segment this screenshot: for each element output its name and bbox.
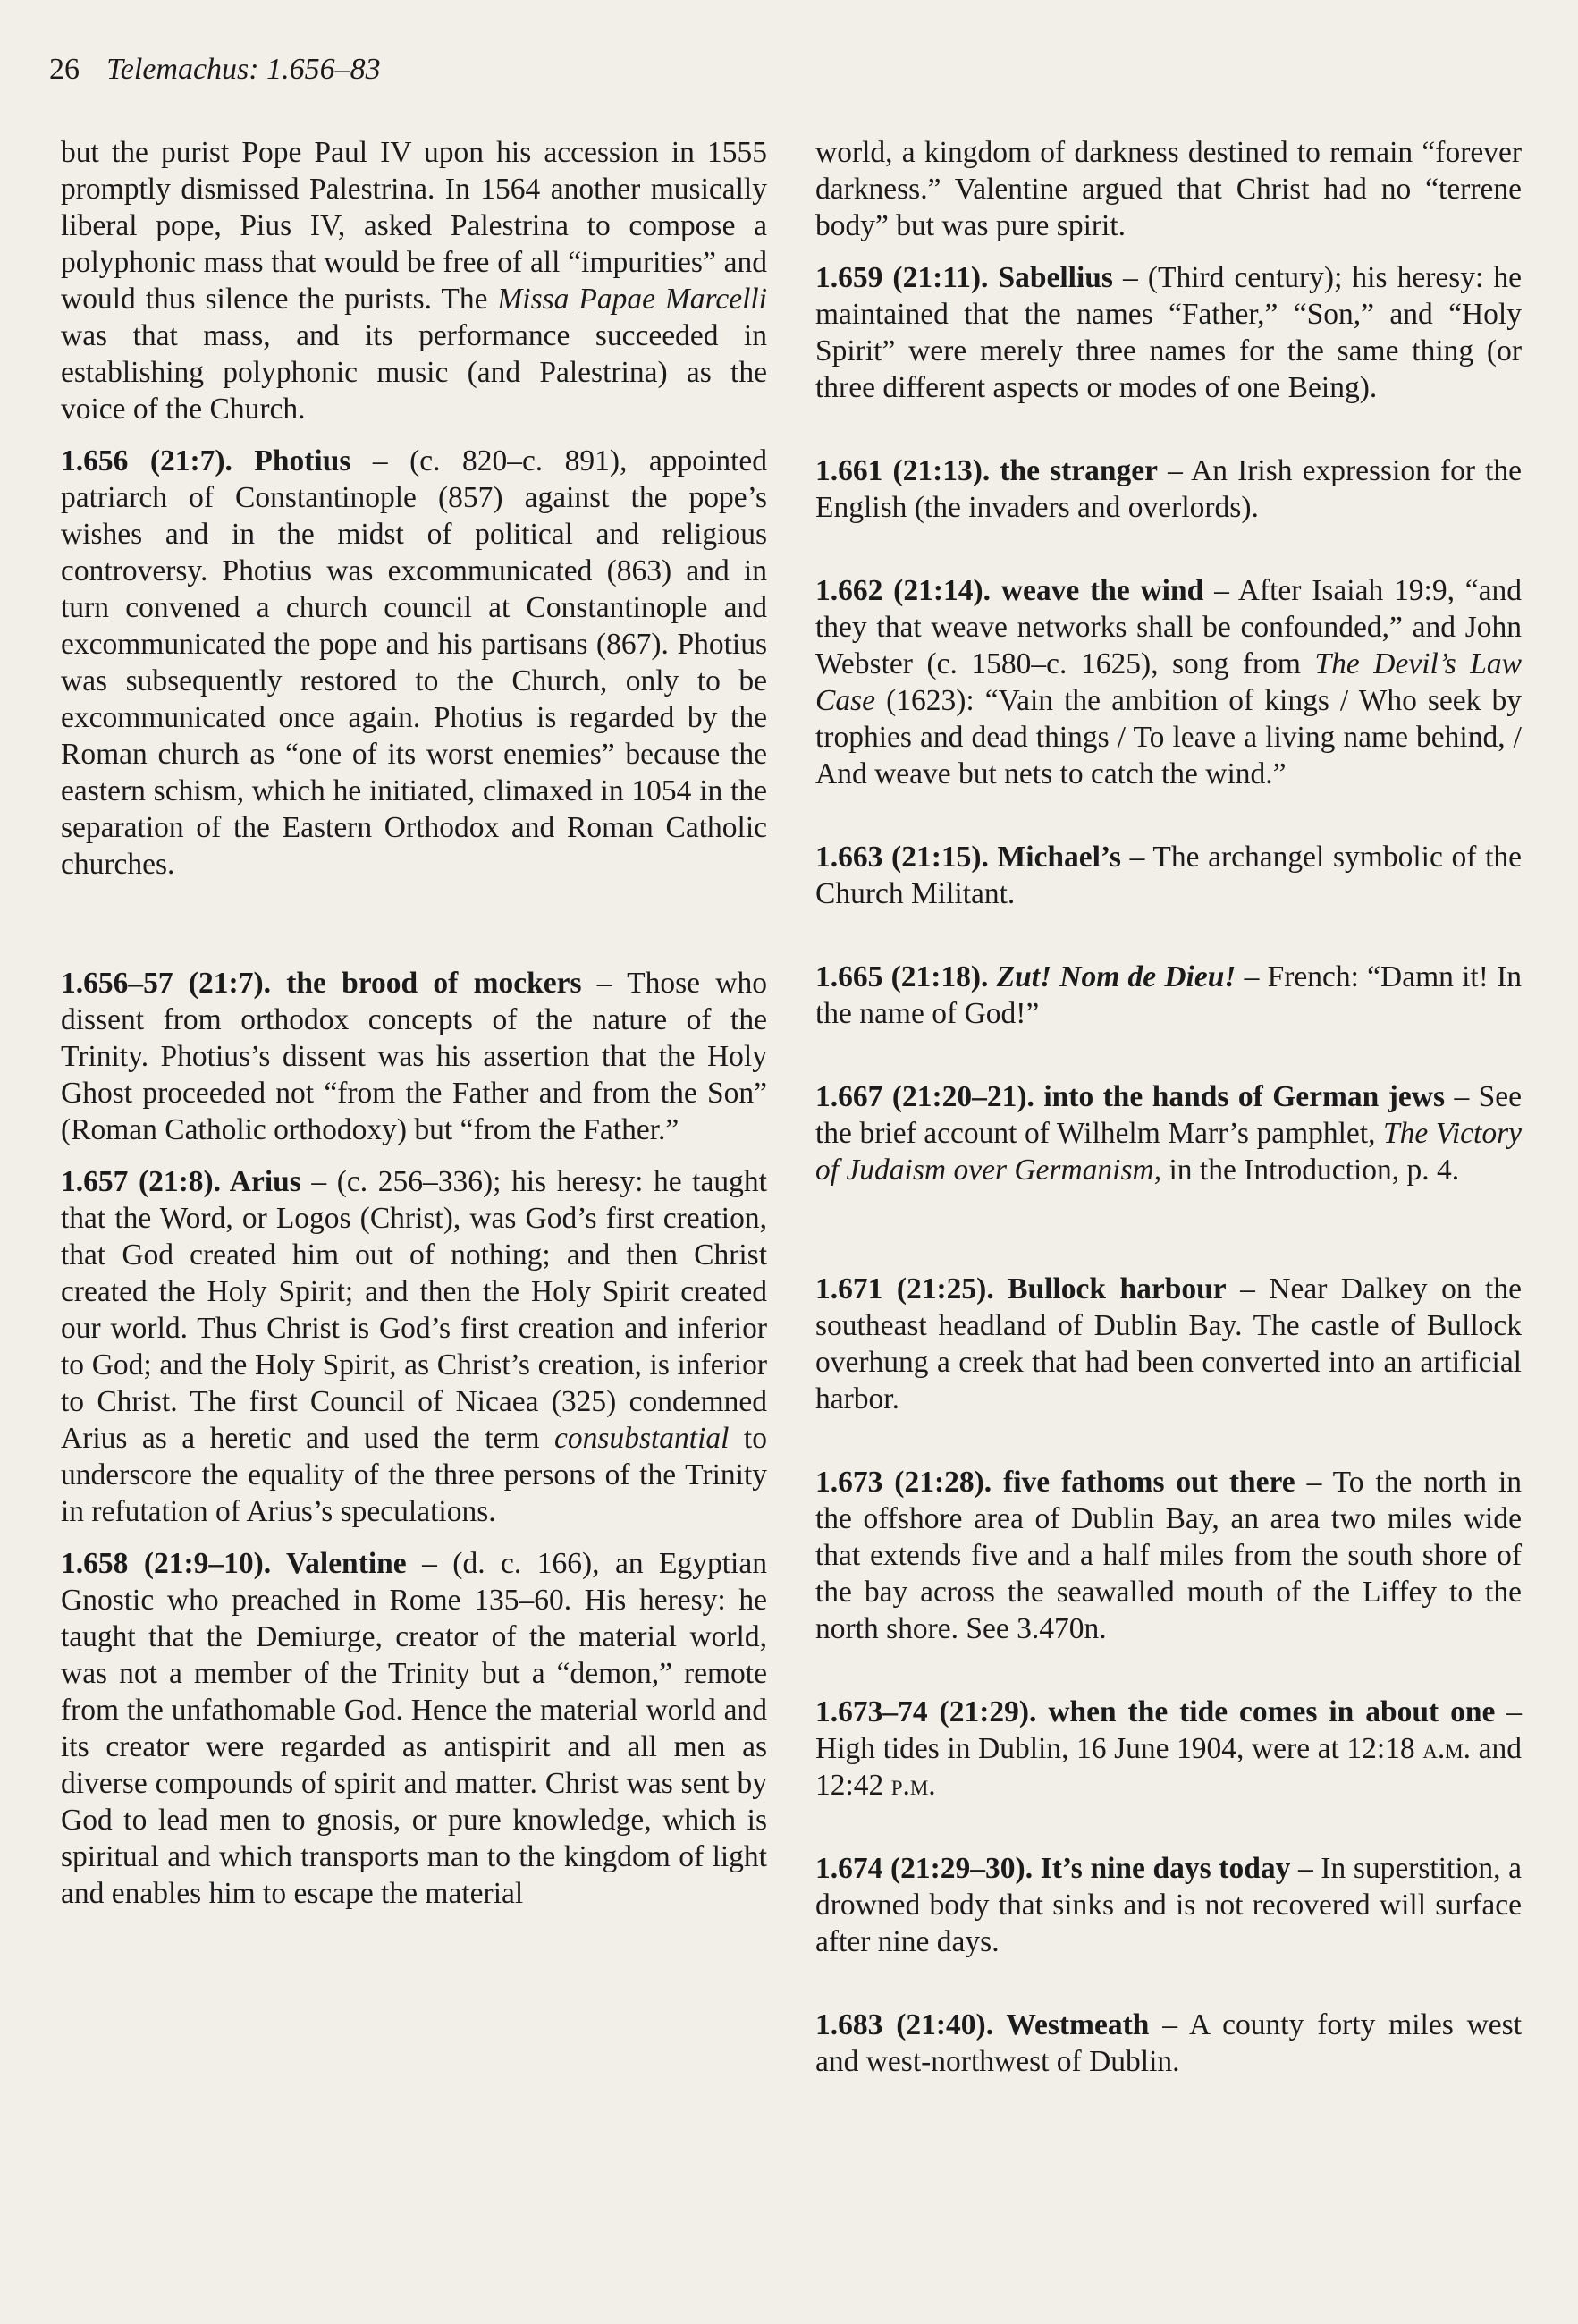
annotation-entry-1-657 (61, 1163, 767, 1530)
entry-lemma: the brood of mockers (270, 967, 582, 1000)
annotation-entry-1-673 (815, 1464, 1522, 1647)
entry-lemma: Sabellius (988, 261, 1113, 294)
text: was that mass, and its performance succeeded in establishing polyphonic music (and Palestrina) as the voice of the Church. (61, 319, 767, 426)
annotation-entry-1-656 (61, 443, 767, 883)
entry-lemma: Arius (221, 1165, 301, 1198)
entry-ref: 1.662 (21:14). (815, 574, 992, 607)
entry-lemma: Zut! Nom de Dieu! (988, 960, 1236, 993)
entry-text: – (c. 820–c. 891), appointed patriarch of Constantinople (857) against the pope’s wishes and in the midst of political and religious controversy. Photius was excommunicated (863) and in turn convened a church council at Constantinople and excommunicated the pope and his partisans (867). Photius was subsequently restored to the Church, only to be excommunicated once again. Photius is regarded by the Roman church as “one of its worst enemies” because the eastern schism, which he initiated, climaxed in 1054 in the separation of the Eastern Orthodox and Roman Catholic churches. (61, 444, 768, 881)
entry-lemma: Westmeath (993, 2008, 1150, 2041)
time-pm: p.m. (890, 1769, 936, 1802)
entry-text: and 12:42 (815, 1732, 1522, 1802)
entry-text: – Near Dalkey on the southeast headland of Dublin Bay. The castle of Bullock overhung a creek that had been converted into an artificial harbor. (815, 1272, 1522, 1416)
annotation-entry-1-667 (815, 1078, 1522, 1188)
annotation-entry-1-665 (815, 959, 1522, 1032)
entry-ref: 1.663 (21:15). (815, 841, 989, 874)
entry-text: – See the brief account of Wilhelm Marr’s pamphlet, (815, 1080, 1523, 1150)
text: world, a kingdom of darkness destined to remain “forever darkness.” Valentine argued that Christ had no “terrene body” but was pure spirit. (815, 136, 1522, 242)
entry-ref: 1.673 (21:28). (815, 1466, 992, 1499)
entry-text: (1623): “Vain the ambition of kings / Who seek by trophies and dead things / To leave a living name behind, / And weave but nets to catch the wind.” (815, 684, 1522, 790)
annotation-entry-1-661 (815, 452, 1522, 526)
entry-text: – The archangel symbolic of the Church Militant. (815, 841, 1523, 910)
entry-text: – High tides in Dublin, 16 June 1904, were at 12:18 (815, 1695, 1522, 1765)
entry-text: – In superstition, a drowned body that sinks and is not recovered will surface after nine days. (815, 1852, 1523, 1958)
entry-text: – After Isaiah 19:9, “and they that weave networks shall be confounded,” and John Webster (c. 1580–c. 1625), song from (815, 574, 1522, 680)
entry-ref: 1.658 (21:9–10). (61, 1547, 272, 1580)
entry-ref: 1.674 (21:29–30). (815, 1852, 1034, 1885)
entry-ref: 1.661 (21:13). (815, 454, 991, 487)
entry-text: – (c. 256–336); his heresy: he taught that the Word, or Logos (Christ), was God’s first creation, that God created him out of nothing; and then Christ created the Holy Spirit; and then the Holy Spirit created our world. Thus Christ is God’s first creation and inferior to God; and the Holy Spirit, as Christ’s creation, is inferior to Christ. The first Council of Nicaea (325) condemned Arius as a heretic and used the term (61, 1165, 767, 1455)
entry-italic: consubstantial (554, 1422, 730, 1455)
entry-lemma: Michael’s (988, 841, 1121, 874)
entry-italic: The Victory of Judaism over Germanism, (815, 1117, 1522, 1187)
entry-text: – Those who dissent from orthodox concepts of the nature of the Trinity. Photius’s dissent was his assertion that the Holy Ghost proceeded not “from the Father and from the Son” (Roman Catholic orthodoxy) but “from the Father.” (61, 967, 767, 1146)
annotation-entry-1-662 (815, 572, 1522, 792)
entry-lemma: Bullock harbour (993, 1272, 1227, 1306)
entry-lemma: Valentine (271, 1547, 407, 1580)
entry-ref: 1.671 (21:25). (815, 1272, 994, 1306)
entry-lemma: the stranger (990, 454, 1159, 487)
left-column (61, 134, 767, 1927)
annotation-entry-1-656-57 (61, 965, 767, 1148)
entry-lemma: into the hands of German jews (1034, 1080, 1445, 1113)
entry-text: – (d. c. 166), an Egyptian Gnostic who preached in Rome 135–60. His heresy: he taught that the Demiurge, creator of the material world, was not a member of the Trinity but a “demon,” remote from the unfathomable God. Hence the material world and its creator were regarded as antispirit and all men as diverse compounds of spirit and matter. Christ was sent by God to lead men to gnosis, or pure knowledge, which is spiritual and which transports man to the kingdom of light and enables him to escape the material (61, 1547, 767, 1910)
entry-ref: 1.656 (21:7). (61, 444, 232, 477)
continued-paragraph (815, 134, 1522, 244)
entry-lemma: Photius (232, 444, 351, 477)
entry-text: – An Irish expression for the English (the invaders and overlords). (815, 454, 1523, 524)
entry-ref: 1.657 (21:8). (61, 1165, 222, 1198)
text: but the purist Pope Paul IV upon his accession in 1555 promptly dismissed Palestrina. In 1564 another musically liberal pope, Pius IV, asked Palestrina to compose a polyphonic mass that would be free of all “impurities” and would thus silence the purists. The (61, 136, 767, 316)
entry-italic: The Devil’s Law Case (815, 647, 1522, 717)
entry-lemma: It’s nine days today (1033, 1852, 1291, 1885)
entry-lemma: five fathoms out there (992, 1466, 1295, 1499)
time-am: a.m. (1422, 1732, 1472, 1765)
entry-ref: 1.656–57 (21:7). (61, 967, 271, 1000)
right-column (815, 134, 1522, 2095)
italic-title: Missa Papae Marcelli (497, 283, 767, 316)
annotation-entry-1-659 (815, 259, 1522, 406)
page-number: 26 (49, 53, 80, 86)
annotation-entry-1-673-74 (815, 1694, 1522, 1804)
entry-text: – (Third century); his heresy: he maintained that the names “Father,” “Son,” and “Holy Spirit” were merely three names for the same thing (or three different aspects or modes of one Being). (815, 261, 1522, 404)
annotation-entry-1-663 (815, 839, 1522, 912)
annotation-entry-1-674 (815, 1850, 1522, 1960)
entry-text: in the Introduction, p. 4. (1161, 1154, 1460, 1187)
entry-ref: 1.665 (21:18). (815, 960, 989, 993)
entry-ref: 1.673–74 (21:29). (815, 1695, 1037, 1728)
entry-text: to underscore the equality of the three persons of the Trinity in refutation of Arius’s speculations. (61, 1422, 767, 1528)
entry-ref: 1.659 (21:11). (815, 261, 989, 294)
entry-lemma: when the tide comes in about one (1036, 1695, 1496, 1728)
annotation-entry-1-671 (815, 1271, 1522, 1417)
entry-text: – A county forty miles west and west-northwest of Dublin. (815, 2008, 1523, 2078)
entry-text: – French: “Damn it! In the name of God!” (815, 960, 1522, 1030)
annotation-entry-1-683 (815, 2007, 1522, 2080)
entry-text: – To the north in the offshore area of Dublin Bay, an area two miles wide that extends five and a half miles from the south shore of the bay across the seawalled mouth of the Liffey to the north shore. See 3.470n. (815, 1466, 1523, 1645)
entry-ref: 1.683 (21:40). (815, 2008, 994, 2041)
continued-paragraph (61, 134, 767, 427)
annotation-entry-1-658 (61, 1545, 767, 1912)
entry-lemma: weave the wind (991, 574, 1204, 607)
running-head (49, 52, 381, 88)
entry-ref: 1.667 (21:20–21). (815, 1080, 1034, 1113)
running-title: Telemachus: 1.656–83 (106, 53, 381, 86)
